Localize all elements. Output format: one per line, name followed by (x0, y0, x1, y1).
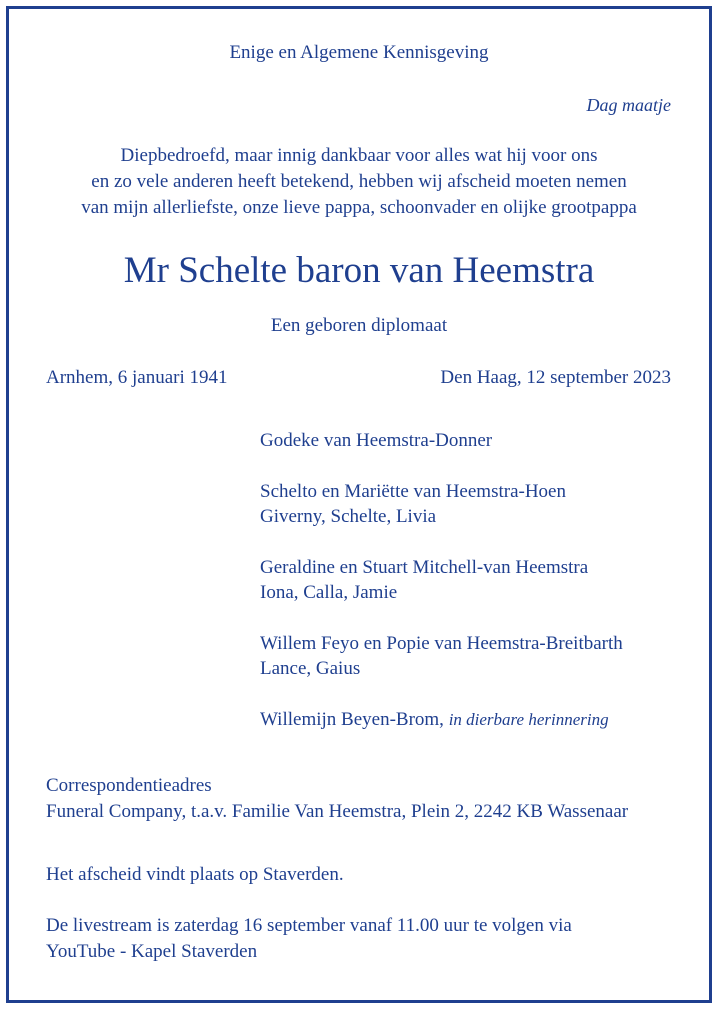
child-names: Geraldine en Stuart Mitchell-van Heemstra (260, 557, 589, 578)
intro-text (0, 143, 718, 221)
memorial-line (260, 707, 623, 732)
grandchildren-names: Giverny, Schelte, Livia (260, 506, 437, 527)
family-group (260, 555, 623, 605)
correspondence-label: Correspondentieadres (46, 775, 212, 796)
child-names: Willem Feyo en Popie van Heemstra-Breitbarth (260, 633, 623, 654)
subtitle: Een geboren diplomaat (270, 315, 448, 336)
birth-place-date: Arnhem, 6 januari 1941 (46, 367, 228, 388)
livestream-info (46, 913, 671, 965)
death-place-date: Den Haag, 12 september 2023 (440, 367, 671, 388)
livestream-line: De livestream is zaterdag 16 september vanaf 11.00 uur te volgen via (46, 915, 572, 936)
intro-line: Diepbedroefd, maar innig dankbaar voor alles wat hij voor ons (120, 145, 598, 166)
family-group (260, 428, 623, 453)
family-group (260, 707, 623, 732)
memorial-note: in dierbare herinnering (448, 710, 609, 729)
livestream-line: YouTube - Kapel Staverden (46, 941, 258, 962)
intro-line: van mijn allerliefste, onze lieve pappa, schoonvader en olijke grootpappa (81, 197, 637, 218)
family-group (260, 631, 623, 681)
notice-header: Enige en Algemene Kennisgeving (229, 42, 489, 63)
correspondence-block (46, 773, 628, 825)
ceremony-info: Het afscheid vindt plaats op Staverden. (46, 864, 344, 885)
spouse-name: Godeke van Heemstra-Donner (260, 430, 493, 451)
grandchildren-names: Iona, Calla, Jamie (260, 582, 398, 603)
family-group (260, 479, 623, 529)
greeting: Dag maatje (586, 95, 671, 115)
deceased-name: Mr Schelte baron van Heemstra (123, 250, 595, 291)
memorial-name: Willemijn Beyen-Brom, (260, 709, 444, 730)
family-list (260, 428, 623, 758)
intro-line: en zo vele anderen heeft betekend, hebben wij afscheid moeten nemen (91, 171, 627, 192)
grandchildren-names: Lance, Gaius (260, 658, 361, 679)
correspondence-address: Funeral Company, t.a.v. Familie Van Heemstra, Plein 2, 2242 KB Wassenaar (46, 801, 629, 822)
child-names: Schelto en Mariëtte van Heemstra-Hoen (260, 481, 566, 502)
